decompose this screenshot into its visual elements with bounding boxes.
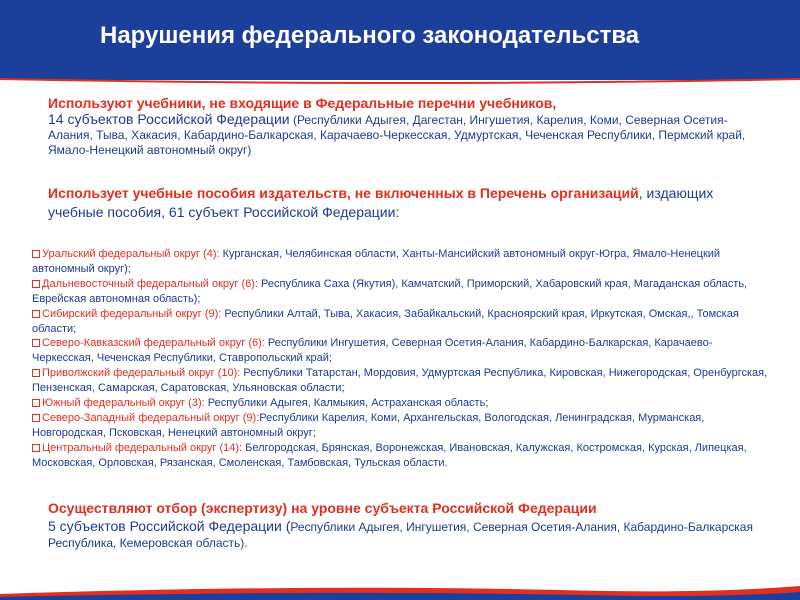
district-name: Сибирский федеральный округ (9): [42,307,222,320]
list-item [32,247,772,277]
district-regions: Республики Адыгея, Калмыкия, Астраханская область; [204,397,489,410]
section-manuals [48,184,768,222]
checkbox-bullet-icon [32,444,40,452]
section-manuals-heading: Использует учебные пособия издательств, не включенных в Перечень организаций [48,185,639,201]
district-name: Южный федеральный округ (3): [42,397,205,410]
section-textbooks [48,96,768,158]
section-textbooks-heading: Используют учебники, не входящие в Федеральные перечни учебников, [48,95,557,111]
footer-flag-wave [0,580,800,600]
checkbox-bullet-icon [32,369,40,377]
section-expertise-count: 5 субъектов Российской Федерации ( [48,518,291,534]
district-name: Северо-Западный федеральный округ (9): [42,411,260,424]
section-manuals-rest: , издающих учебные пособия, 61 субъект Российской Федерации: [48,185,714,220]
district-regions: Белгородская, Брянская, Воронежская, Ивановская, Калужская, Костромская, Курская, Липецкая, Московская, Орловская, Рязанская, Смоленская, Тамбовская, Тульская области. [32,441,747,469]
district-regions: Республика Саха (Якутия), Камчатский, Приморский, Хабаровский края, Магаданская область, Еврейская автономная область); [32,277,748,305]
page-title: Нарушения федерального законодательства [100,22,640,49]
checkbox-bullet-icon [32,414,40,422]
district-name: Дальневосточный федеральный округ (6): [42,277,258,290]
section-expertise-heading: Осуществляют отбор (экспертизу) на уровне субъекта Российской Федерации [48,500,597,516]
section-textbooks-list: (Республики Адыгея, Дагестан, Ингушетия, Карелия, Коми, Северная Осетия-Алания, Тыва, Хакасия, Кабардино-Балкарская, Карачаево-Черкесская, Удмуртская, Чеченская Республики, Пермский край, Ямало-Ненецкий автономный округ) [48,113,746,157]
district-name: Северо-Кавказский федеральный округ (6): [42,337,265,350]
district-regions: Курганская, Челябинская области, Ханты-Мансийский автономный округ-Югра, Ямало-Ненецкий автономный округ); [32,248,721,275]
list-item [32,366,772,396]
checkbox-bullet-icon [32,310,40,318]
list-item [32,277,772,307]
district-name: Приволжский федеральный округ (10): [42,367,241,380]
section-expertise-list: Республики Адыгея, Ингушетия, Северная Осетия-Алания, Кабардино-Балкарская Республика, Кемеровская область). [48,520,753,550]
list-item [32,441,772,471]
district-list [32,247,772,471]
checkbox-bullet-icon [32,399,40,407]
section-textbooks-count: 14 субъектов Российской Федерации [48,111,290,127]
district-name: Уральский федеральный округ (4): [42,248,220,260]
section-expertise [48,499,768,551]
list-item [32,411,772,441]
district-regions: Республики Татарстан, Мордовия, Удмуртская Республика, Кировская, Нижегородская, Оренбургская, Пензенская, Самарская, Саратовская, Ульяновская области; [32,367,768,395]
list-item [32,307,772,337]
checkbox-bullet-icon [32,339,40,347]
header-bar [0,0,800,80]
list-item [32,396,772,411]
district-regions: Республики Ингушетия, Северная Осетия-Алания, Кабардино-Балкарская, Карачаево-Черкесская, Чеченская Республики, Ставропольский край; [32,337,713,365]
checkbox-bullet-icon [32,250,40,258]
district-regions: Республики Карелия, Коми, Архангельская, Вологодская, Ленинградская, Мурманская, Новгородская, Псковская, Ненецкий автономный округ; [32,411,705,439]
district-regions: Республики Алтай, Тыва, Хакасия, Забайкальский, Красноярский края, Иркутская, Омская,, Томская области; [32,307,739,335]
district-name: Центральный федеральный округ (14): [42,441,243,454]
checkbox-bullet-icon [32,280,40,288]
header-red-stripe [0,76,800,84]
list-item [32,336,772,366]
